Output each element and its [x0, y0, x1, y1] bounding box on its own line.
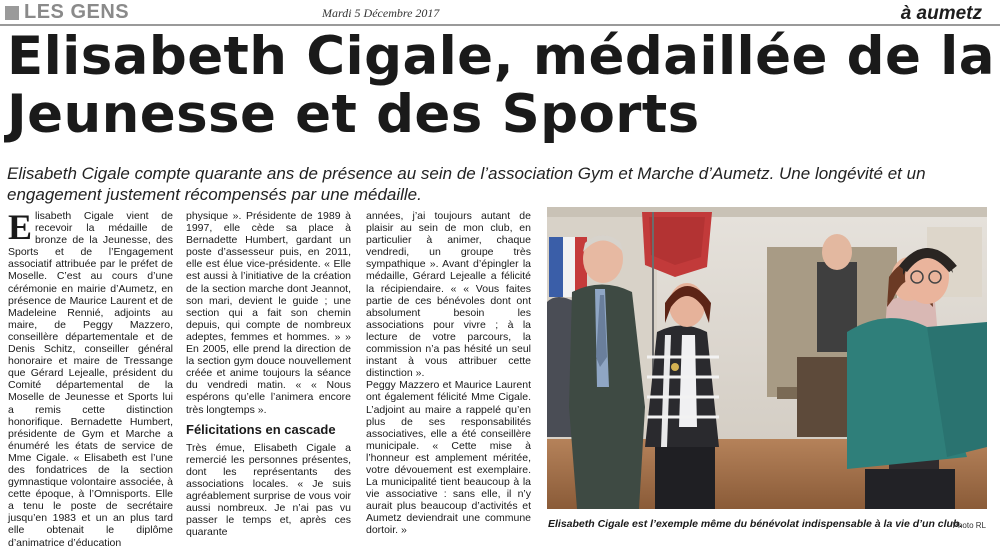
page-header	[0, 0, 1000, 26]
article-column-2	[186, 210, 351, 538]
photo-credit: Photo RL	[952, 521, 986, 530]
article-headline: Elisabeth Cigale, médaillée de la Jeunesse et des Sports	[7, 26, 995, 145]
section-marker-square	[5, 6, 19, 20]
article-column-3	[366, 210, 531, 537]
article-column-1	[8, 207, 173, 549]
issue-date: Mardi 5 Décembre 2017	[322, 6, 440, 20]
article-photo	[547, 207, 987, 509]
section-title: LES GENS	[24, 1, 130, 23]
drop-cap: E	[8, 207, 33, 247]
town-label: à aumetz	[900, 3, 982, 24]
column-3-paragraph-2: Peggy Mazzero et Maurice Laurent ont également félicité Mme Cigale. L’adjoint au maire a rappelé qu’en plus de ses responsabilités associatives, elle a été conseillère municipale. « Cette mise à l’honneur est amplement méritée, votre dévouement est exemplaire. La municipalité tient beaucoup à la vie associative : sans elle, il n’y aurait plus beaucoup d’activités et Aumetz deviendrait une commune dortoir. »	[366, 379, 531, 537]
article-subheading: Félicitations en cascade	[186, 421, 336, 437]
column-2-paragraph-1: physique ». Présidente de 1989 à 1997, elle cède sa place à Bernadette Humbert, gardant un poste d’assesseur puis, en 2011, elle est élue vice-présidente. « Elle est aussi à l’initiative de la création de la section marche dont Jeannot, son mari, devient le guide ; une section qui a fait son chemin depuis, qui compte de nombreux adeptes, femmes et hommes. » » En 2005, elle prend la direction de la section gym douce nouvellement créée et anime toujours la séance du vendredi matin. « « Nous espérons qu’elle l’animera encore très longtemps ».	[186, 210, 351, 416]
column-1-text: lisabeth Cigale vient de recevoir la médaille de bronze de la Jeunesse, des Sports et de l’Engagement associatif attribuée par le préfet de Moselle. C’est au cours d’une cérémonie en mairie d’Aumetz, en présence de Maurice Laurent et de Madeleine Rennié, adjoints au maire, de Peggy Mazzero, conseillère départementale et de Denis Schitz, conseiller général honoraire et maire de Tressange que Gérard Lejealle, président du Comité départemental de la Moselle de Jeunesse et Sports lui a remis cette distinction honorifique. Bernadette Humbert, présidente de Gym et Marche a énuméré les états de service de Mme Cigale. « Elisabeth est l’une des fondatrices de la section gymnastique volontaire associée, à cette époque, à l’Omnisports. Elle a tenu le poste de secrétaire jusqu’en 1983 et un an plus tard elle obtenait le diplôme d’animatrice d’éducation	[8, 210, 173, 549]
column-2-paragraph-2: Très émue, Elisabeth Cigale a remercié les personnes présentes, dont les représentants des associations locales. « Je suis agréablement surprise de vous voir aussi nombreux. Je n’ai pas vu passer le temps et, après ces quarante	[186, 441, 351, 539]
article-lede: Elisabeth Cigale compte quarante ans de présence au sein de l’association Gym et Marche d’Aumetz. Une longévité et un engagement justement récompensés par une médaille.	[7, 164, 926, 204]
column-3-paragraph-1: années, j’ai toujours autant de plaisir au sein de mon club, en particulier à animer, chaque vendredi, un groupe très sympathique ». Avant d’épingler la médaille, Gérard Lejealle a félicité la récipiendaire. « « Vous faites partie de ces bénévoles dont ont absolument besoin les associations pour vivre ; à la lecture de votre parcours, la commission n’a pas hésité un seul instant à vous attribuer cette distinction ».	[366, 210, 531, 380]
ceremony-photo-illustration	[547, 207, 987, 509]
photo-caption: Elisabeth Cigale est l’exemple même du bénévolat indispensable à la vie d’un club.	[548, 518, 963, 530]
